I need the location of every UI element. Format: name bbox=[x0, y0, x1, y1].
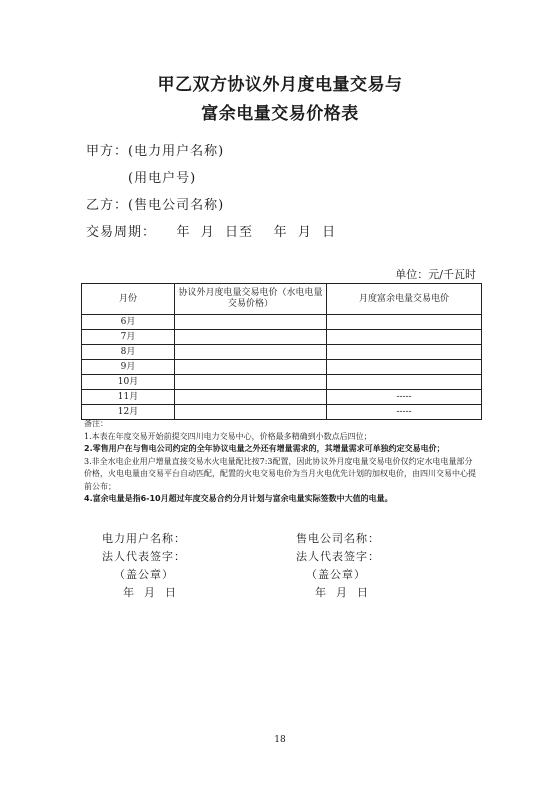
table-row bbox=[82, 330, 482, 345]
trade-period-field: 交易周期： 年 月 日至 年 月 日 bbox=[86, 225, 337, 240]
table-row bbox=[82, 345, 482, 360]
column-header-month: 月份 bbox=[82, 284, 175, 315]
party-b-field: 乙方：(售电公司名称) bbox=[86, 198, 225, 213]
surplus-price-cell: ----- bbox=[327, 405, 482, 420]
surplus-price-cell bbox=[327, 345, 482, 360]
signature-company-name: 售电公司名称： bbox=[296, 532, 380, 545]
unit-label: 单位：元/千瓦时 bbox=[395, 268, 476, 281]
price-table bbox=[81, 283, 482, 420]
table-row bbox=[82, 360, 482, 375]
month-cell: 6月 bbox=[82, 315, 175, 330]
account-number-field: (用电户号) bbox=[128, 171, 197, 186]
month-cell: 9月 bbox=[82, 360, 175, 375]
note-2: 2.零售用户在与售电公司约定的全年协议电量之外还有增量需求的，其增量需求可单独约定交易电价； bbox=[84, 444, 445, 453]
column-header-surplus-price: 月度富余电量交易电价 bbox=[327, 284, 482, 315]
agreement-price-cell bbox=[175, 345, 327, 360]
agreement-price-cell bbox=[175, 360, 327, 375]
document-title-line2: 富余电量交易价格表 bbox=[201, 104, 359, 124]
note-1: 1.本表在年度交易开始前提交四川电力交易中心，价格最多精确到小数点后四位； bbox=[84, 431, 372, 441]
notes-heading: 备注： bbox=[84, 419, 108, 428]
table-header-row bbox=[82, 284, 482, 315]
surplus-price-cell bbox=[327, 360, 482, 375]
signature-user-name: 电力用户名称： bbox=[102, 532, 186, 545]
page-number: 18 bbox=[274, 735, 286, 745]
document-title-line1: 甲乙双方协议外月度电量交易与 bbox=[157, 75, 403, 95]
agreement-price-cell bbox=[175, 315, 327, 330]
table-row bbox=[82, 390, 482, 405]
signature-company-date: 年 月 日 bbox=[315, 586, 369, 599]
month-cell: 7月 bbox=[82, 330, 175, 345]
surplus-price-cell bbox=[327, 330, 482, 345]
note-3: 3.非全水电企业用户增量直接交易水火电量配比按7:3配置，因此协议外月度电量交易电价仅约定水电电量部分价格，火电电量由交易平台自动匹配，配置的火电交易电价为当月火电优先计划的加权电价，由四川交易中心提前公布； bbox=[84, 456, 476, 491]
surplus-price-cell bbox=[327, 375, 482, 390]
signature-user-rep: 法人代表签字： bbox=[102, 550, 186, 563]
signature-company-rep: 法人代表签字： bbox=[296, 550, 380, 563]
month-cell: 8月 bbox=[82, 345, 175, 360]
agreement-price-cell bbox=[175, 330, 327, 345]
signature-company-seal: （盖公章） bbox=[306, 568, 366, 581]
notes-section bbox=[84, 418, 480, 506]
signature-user-seal: （盖公章） bbox=[114, 568, 174, 581]
surplus-price-cell bbox=[327, 315, 482, 330]
party-a-field: 甲方：(电力用户名称) bbox=[86, 144, 225, 159]
column-header-agreement-price: 协议外月度电量交易电价（水电电量交易价格） bbox=[175, 284, 327, 315]
month-cell: 12月 bbox=[82, 405, 175, 420]
month-cell: 10月 bbox=[82, 375, 175, 390]
table-row bbox=[82, 315, 482, 330]
agreement-price-cell bbox=[175, 375, 327, 390]
signature-user-date: 年 月 日 bbox=[123, 586, 177, 599]
agreement-price-cell bbox=[175, 390, 327, 405]
table-row bbox=[82, 375, 482, 390]
note-4: 4.富余电量是指6-10月超过年度交易合约分月计划与富余电量实际签数中大值的电量。 bbox=[84, 494, 393, 503]
month-cell: 11月 bbox=[82, 390, 175, 405]
surplus-price-cell: ----- bbox=[327, 390, 482, 405]
